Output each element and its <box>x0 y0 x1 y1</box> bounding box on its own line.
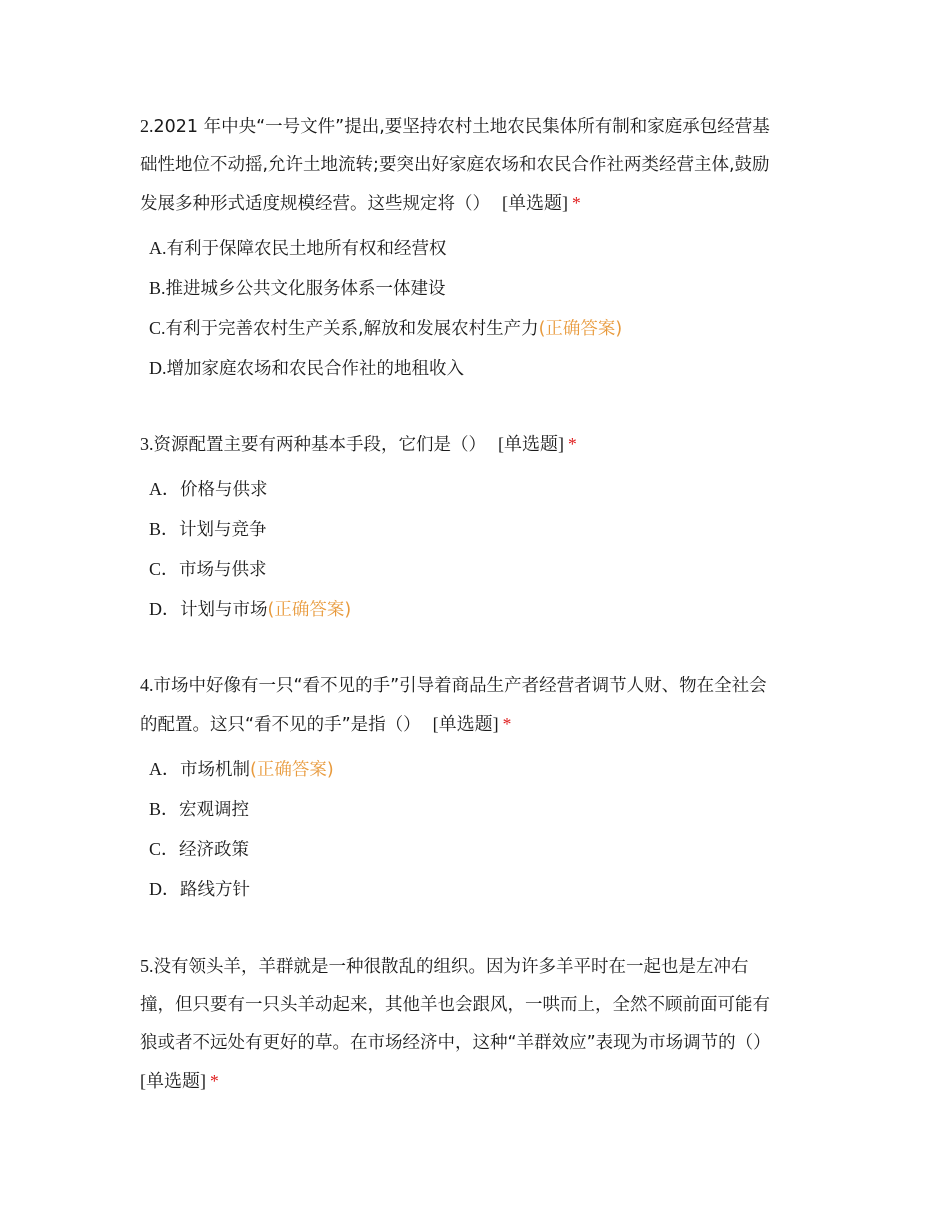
option-text: 宏观调控 <box>179 800 250 820</box>
option-letter: C． <box>149 839 180 859</box>
option-letter: A． <box>149 759 180 779</box>
option-b[interactable] <box>149 789 820 829</box>
question-type-tag: [单选题] <box>502 193 568 213</box>
question-type-tag: [单选题] <box>498 434 564 454</box>
question-number: 3. <box>140 434 154 454</box>
option-a[interactable] <box>149 469 820 509</box>
question-text <box>140 666 820 744</box>
option-a[interactable] <box>149 228 820 268</box>
required-mark: * <box>568 434 577 454</box>
question-type-tag: [单选题] <box>432 714 499 734</box>
question-line: 发展多种形式适度规模经营。这些规定将（） <box>140 194 490 214</box>
question-number: 4. <box>140 675 154 695</box>
question-line: 础性地位不动摇,允许土地流转;要突出好家庭农场和农民合作社两类经营主体,鼓励 <box>140 155 770 175</box>
question-line: 2021 年中央“一号文件”提出,要坚持农村土地农民集体所有制和家庭承包经营基 <box>153 117 770 137</box>
question-number: 5. <box>140 956 154 976</box>
option-letter: B． <box>149 519 180 539</box>
option-letter: B． <box>149 799 180 819</box>
option-letter: D. <box>149 358 167 378</box>
question-4 <box>140 666 820 909</box>
question-line: 撞，但只要有一只头羊动起来，其他羊也会跟风，一哄而上，全然不顾前面可能有 <box>140 995 770 1015</box>
correct-answer-label: (正确答案) <box>267 600 352 620</box>
option-c[interactable] <box>149 308 820 348</box>
option-text: 有利于完善农村生产关系,解放和发展农村生产力 <box>165 319 539 339</box>
required-mark: * <box>502 714 512 734</box>
option-text: 有利于保障农民土地所有权和经营权 <box>166 239 447 259</box>
option-text: 市场与供求 <box>179 560 267 580</box>
option-letter: A. <box>149 238 167 258</box>
option-a[interactable] <box>149 749 820 789</box>
option-c[interactable] <box>149 829 820 869</box>
option-letter: C. <box>149 318 166 338</box>
question-line: 没有领头羊，羊群就是一种很散乱的组织。因为许多羊平时在一起也是左冲右 <box>153 957 749 977</box>
correct-answer-label: (正确答案) <box>250 760 334 780</box>
option-text: 价格与供求 <box>180 480 268 500</box>
question-2 <box>140 107 820 388</box>
option-letter: D． <box>149 879 180 899</box>
option-d[interactable] <box>149 869 820 909</box>
option-c[interactable] <box>149 549 820 589</box>
options-list <box>149 469 820 629</box>
option-text: 市场机制 <box>180 760 250 780</box>
question-text <box>140 107 820 223</box>
question-line: 狼或者不远处有更好的草。在市场经济中，这种“羊群效应”表现为市场调节的（） <box>140 1033 771 1053</box>
required-mark: * <box>572 193 581 213</box>
question-type-tag: [单选题] <box>140 1071 206 1091</box>
question-line: 市场中好像有一只“看不见的手”引导着商品生产者经营者调节人财、物在全社会 <box>153 676 767 696</box>
option-d[interactable] <box>149 589 820 629</box>
option-text: 路线方针 <box>180 880 250 900</box>
question-5 <box>140 947 820 1101</box>
option-letter: B. <box>149 278 166 298</box>
correct-answer-label: (正确答案) <box>538 319 623 339</box>
option-letter: D． <box>149 599 180 619</box>
question-text <box>140 425 820 464</box>
options-list <box>149 228 820 388</box>
option-letter: C． <box>149 559 180 579</box>
option-d[interactable] <box>149 348 820 388</box>
option-text: 增加家庭农场和农民合作社的地租收入 <box>166 359 464 379</box>
option-text: 计划与市场 <box>180 600 268 620</box>
option-text: 计划与竞争 <box>179 520 267 540</box>
required-mark: * <box>210 1071 219 1091</box>
question-number: 2. <box>140 116 154 136</box>
option-text: 经济政策 <box>179 840 250 860</box>
option-b[interactable] <box>149 509 820 549</box>
question-text <box>140 947 820 1101</box>
question-line: 资源配置主要有两种基本手段，它们是（） <box>153 435 486 455</box>
option-b[interactable] <box>149 268 820 308</box>
option-text: 推进城乡公共文化服务体系一体建设 <box>165 279 446 299</box>
option-letter: A． <box>149 479 180 499</box>
question-line: 的配置。这只“看不见的手”是指（） <box>140 715 421 735</box>
options-list <box>149 749 820 909</box>
question-3 <box>140 425 820 629</box>
